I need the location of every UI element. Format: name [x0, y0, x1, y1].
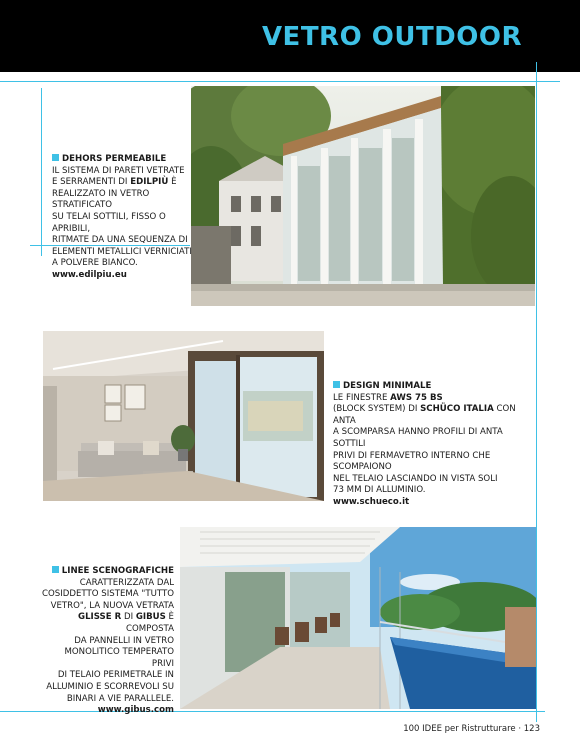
guide-line [536, 62, 537, 722]
square-bullet-icon [333, 381, 340, 388]
caption-heading: DESIGN MINIMALE [333, 381, 533, 393]
guide-line [41, 88, 42, 256]
guide-line [0, 81, 560, 82]
photo-glass-pavilion [191, 86, 535, 306]
caption-body: IL SISTEMA DI PARETI VETRATE E SERRAMENTI DI EDILPIÙ È REALIZZATO IN VETRO STRATIFICATO SU TELAI SOTTILI, FISSO O APRIBILI, RITMATE DA UNA SEQUENZA DI ELEMENTI METALLICI VERNICIATI A POLVERE BIANCO. [52, 165, 192, 269]
caption-body: CARATTERIZZATA DAL COSIDDETTO SISTEMA "TUTTO VETRO", LA NUOVA VETRATA GLISSE R DI GIBUS È COMPOSTA DA PANNELLI IN VETRO MONOLITICO TEMPERATO PRIVI DI TELAIO PERIMETRALE IN ALLUMINIO E SCORREVOLI SU BINARI A VIE PARALLELE. [41, 577, 174, 704]
link-edilpiu[interactable]: www.edilpiu.eu [52, 269, 127, 280]
photo-living-room [43, 331, 324, 501]
square-bullet-icon [52, 154, 59, 161]
photo-terrace-pool [180, 527, 536, 709]
link-gibus[interactable]: www.gibus.com [97, 705, 174, 716]
caption-heading: DEHORS PERMEABILE [52, 154, 192, 166]
page-title: VETRO OUTDOOR [261, 22, 522, 52]
caption-dehors [52, 154, 192, 282]
caption-design-minimale [333, 381, 533, 509]
caption-body: LE FINESTRE AWS 75 BS (BLOCK SYSTEM) DI SCHÜCO ITALIA CON ANTA A SCOMPARSA HANNO PROFILI DI ANTA SOTTILI PRIVI DI FERMAVETRO INTERNO CHE SCOMPAIONO NEL TELAIO LASCIANDO IN VISTA SOLI 73 MM DI ALLUMINIO. [333, 392, 516, 496]
square-bullet-icon [52, 566, 59, 573]
caption-heading: LINEE SCENOGRAFICHE [40, 566, 174, 578]
page-footer: 100 IDEE per Ristrutturare · 123 [403, 724, 540, 734]
link-schueco[interactable]: www.schueco.it [333, 496, 410, 507]
caption-linee-scenografiche [40, 566, 174, 717]
header-bar [0, 0, 580, 72]
